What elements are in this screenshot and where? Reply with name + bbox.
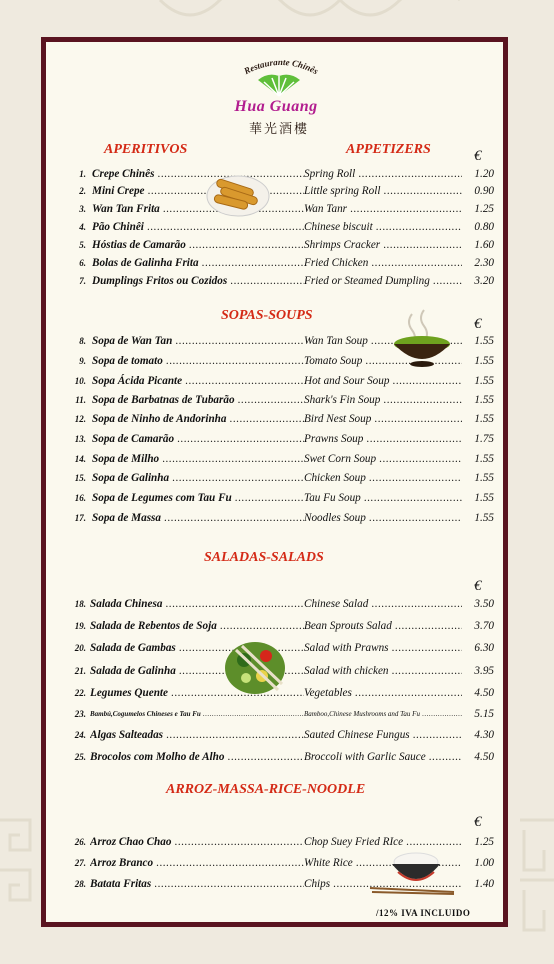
menu-item [46, 451, 503, 467]
menu-item-name-en: Fried or Steamed Dumpling ..... [304, 273, 462, 289]
menu-item [46, 411, 503, 427]
menu-item [46, 431, 503, 447]
menu-item-name-en: Sauted Chinese Fungus ..... [304, 727, 462, 743]
logo-fan-icon [254, 70, 304, 98]
svg-text:Restaurante Chinês: Restaurante Chinês [242, 56, 320, 77]
menu-item-number: 5. [79, 240, 86, 250]
restaurant-logo [226, 54, 336, 137]
menu-item-price: 1.20 [474, 168, 494, 180]
menu-item-name-pt: Salada de Galinha ..... [90, 663, 304, 679]
menu-item-name-pt: Hóstias de Camarão ..... [92, 237, 304, 253]
menu-item [46, 255, 503, 271]
section-title-soups: SOPAS-SOUPS [221, 308, 313, 323]
menu-item-name-en: Vegetables ..... [304, 685, 462, 701]
menu-item-number: 9. [79, 356, 86, 366]
menu-item-price: 1.55 [474, 375, 494, 387]
menu-item-name-en: Prawns Soup ..... [304, 431, 462, 447]
menu-item [46, 490, 503, 506]
section-title-rice-noodle: ARROZ-MASSA-RICE-NOODLE [166, 782, 366, 797]
menu-item-number: 12. [74, 414, 86, 424]
menu-item-name-en: Fried Chicken ..... [304, 255, 462, 271]
menu-item-name-pt: Crepe Chinês ..... [92, 166, 304, 182]
menu-item-number: 6. [79, 258, 86, 268]
menu-item-name-pt: Mini Crepe ..... [92, 183, 304, 199]
menu-item-number: 11. [75, 395, 86, 405]
menu-item-name-en: Shark's Fin Soup ..... [304, 392, 462, 408]
section-title-salads: SALADAS-SALADS [204, 550, 324, 565]
menu-item-price: 1.40 [474, 878, 494, 890]
menu-item-name-pt: Brocolos com Molho de Alho ..... [90, 749, 304, 765]
menu-item-number: 10. [74, 376, 86, 386]
menu-item-name-en: Bean Sprouts Salad ..... [304, 618, 462, 634]
menu-item-number: 14. [74, 454, 86, 464]
menu-item-name-pt: Bambú,Cogumelos Chineses e Tau Fu ..... [90, 706, 304, 722]
menu-item-number: 23. [74, 709, 86, 719]
menu-item-price: 3.20 [474, 275, 494, 287]
menu-item-name-pt: Batata Fritas ..... [90, 876, 304, 892]
menu-item [46, 201, 503, 217]
currency-symbol: € [474, 814, 482, 830]
menu-item-price: 5.15 [474, 708, 494, 720]
menu-item-price: 1.25 [474, 836, 494, 848]
menu-item-price: 1.55 [474, 512, 494, 524]
menu-item-number: 1. [79, 169, 86, 179]
menu-item-number: 16. [74, 493, 86, 503]
menu-item-name-pt: Sopa Ácida Picante ..... [92, 373, 304, 389]
menu-item [46, 727, 503, 743]
menu-item-name-pt: Sopa de Camarão ..... [92, 431, 304, 447]
menu-item-number: 25. [74, 752, 86, 762]
menu-item [46, 219, 503, 235]
menu-card [41, 37, 508, 927]
spring-rolls-image [206, 170, 270, 218]
section-title-appetizers: APPETIZERS [346, 142, 431, 157]
menu-item-name-en: Hot and Sour Soup ..... [304, 373, 462, 389]
menu-item [46, 510, 503, 526]
menu-item [46, 706, 503, 722]
menu-item-price: 2.30 [474, 257, 494, 269]
menu-item-price: 1.55 [474, 355, 494, 367]
menu-item-name-pt: Arroz Branco ..... [90, 855, 304, 871]
menu-item-number: 15. [74, 473, 86, 483]
menu-item-price: 1.60 [474, 239, 494, 251]
menu-item-name-pt: Sopa de Ninho de Andorinha ..... [92, 411, 304, 427]
menu-item [46, 596, 503, 612]
menu-item-name-en: Broccoli with Garlic Sauce ..... [304, 749, 462, 765]
menu-item-price: 4.50 [474, 687, 494, 699]
menu-item [46, 237, 503, 253]
menu-item [46, 166, 503, 182]
menu-item-price: 4.30 [474, 729, 494, 741]
menu-item [46, 392, 503, 408]
section-title-aperitivos: APERITIVOS [104, 142, 188, 157]
menu-item-name-en: Noodles Soup ..... [304, 510, 462, 526]
menu-item-name-en: Bamboo,Chinese Mushrooms and Tau Fu ..... [304, 706, 462, 722]
menu-item-price: 3.95 [474, 665, 494, 677]
menu-item-name-pt: Sopa de Massa ..... [92, 510, 304, 526]
menu-item-name-en: Spring Roll ..... [304, 166, 462, 182]
menu-item-price: 0.80 [474, 221, 494, 233]
menu-item-name-pt: Sopa de Barbatnas de Tubarão ..... [92, 392, 304, 408]
menu-item-price: 6.30 [474, 642, 494, 654]
menu-item-name-pt: Legumes Quente ..... [90, 685, 304, 701]
menu-item-name-pt: Pão Chinêi ..... [92, 219, 304, 235]
menu-item-name-en: Wan Tan Soup ..... [304, 333, 462, 349]
menu-item-name-pt: Salada de Rebentos de Soja ..... [90, 618, 304, 634]
menu-item-name-en: Chop Suey Fried RIce ..... [304, 834, 462, 850]
logo-chinese-name: 華光酒樓 [248, 122, 309, 137]
menu-item-number: 26. [74, 837, 86, 847]
menu-item-name-en: Chips ..... [304, 876, 462, 892]
menu-item-number: 27. [74, 858, 86, 868]
menu-item-number: 22. [74, 688, 86, 698]
menu-item-name-pt: Algas Salteadas ..... [90, 727, 304, 743]
menu-item [46, 618, 503, 634]
soup-bowl-image [392, 306, 452, 368]
menu-item-number: 4. [79, 222, 86, 232]
menu-item-name-pt: Salada Chinesa ..... [90, 596, 304, 612]
menu-item-name-pt: Salada de Gambas ..... [90, 640, 304, 656]
menu-item-number: 18. [74, 599, 86, 609]
currency-symbol: € [474, 316, 482, 332]
menu-item-price: 1.55 [474, 335, 494, 347]
menu-item-name-en: Tau Fu Soup ..... [304, 490, 462, 506]
menu-item-name-pt: Bolas de Galinha Frita ..... [92, 255, 304, 271]
menu-item-name-pt: Sopa de tomato ..... [92, 353, 304, 369]
menu-item [46, 470, 503, 486]
menu-item-name-en: Salad with Prawns ..... [304, 640, 462, 656]
menu-item-price: 1.55 [474, 394, 494, 406]
menu-item-price: 1.55 [474, 492, 494, 504]
menu-item-number: 24. [74, 730, 86, 740]
menu-item-price: 1.75 [474, 433, 494, 445]
menu-item-name-pt: Wan Tan Frita ..... [92, 201, 304, 217]
menu-item-number: 13. [74, 434, 86, 444]
menu-item-number: 28. [74, 879, 86, 889]
menu-item-price: 1.00 [474, 857, 494, 869]
menu-item-name-en: Swet Corn Soup ..... [304, 451, 462, 467]
menu-item-price: 3.50 [474, 598, 494, 610]
menu-item-name-pt: Arroz Chao Chao ..... [90, 834, 304, 850]
menu-item-number: 20. [74, 643, 86, 653]
menu-item-name-en: Salad with chicken ..... [304, 663, 462, 679]
menu-item-name-en: Little spring Roll ..... [304, 183, 462, 199]
currency-symbol: € [474, 148, 482, 164]
menu-item-number: 19. [74, 621, 86, 631]
menu-item [46, 273, 503, 289]
rice-bowl-image [368, 848, 456, 898]
salad-image [222, 638, 288, 696]
menu-item-name-en: Chinese Salad ..... [304, 596, 462, 612]
menu-item-number: 21. [74, 666, 86, 676]
menu-item-name-en: Bird Nest Soup ..... [304, 411, 462, 427]
menu-item-name-pt: Sopa de Legumes com Tau Fu ..... [92, 490, 304, 506]
menu-item-name-en: Chinese biscuit ..... [304, 219, 462, 235]
menu-item-name-pt: Sopa de Milho ..... [92, 451, 304, 467]
menu-item-price: 3.70 [474, 620, 494, 632]
menu-item-name-pt: Sopa de Galinha ..... [92, 470, 304, 486]
menu-item-number: 17. [74, 513, 86, 523]
menu-item-name-en: White Rice ..... [304, 855, 462, 871]
menu-item [46, 183, 503, 199]
menu-item [46, 749, 503, 765]
menu-item-name-en: Chicken Soup ..... [304, 470, 462, 486]
menu-item-name-pt: Dumplings Fritos ou Cozidos ..... [92, 273, 304, 289]
menu-item-name-pt: Sopa de Wan Tan ..... [92, 333, 304, 349]
menu-item-number: 2. [79, 186, 86, 196]
menu-item-price: 4.50 [474, 751, 494, 763]
currency-symbol: € [474, 578, 482, 594]
menu-item-price: 1.55 [474, 472, 494, 484]
menu-item-name-en: Wan Tanr ..... [304, 201, 462, 217]
menu-item-price: 1.55 [474, 413, 494, 425]
menu-item-name-en: Shrimps Cracker ..... [304, 237, 462, 253]
menu-item-number: 7. [79, 276, 86, 286]
menu-item-price: 0.90 [474, 185, 494, 197]
menu-item-price: 1.55 [474, 453, 494, 465]
menu-item-number: 8. [79, 336, 86, 346]
vat-note: /12% IVA INCLUIDO [376, 908, 471, 918]
menu-item-price: 1.25 [474, 203, 494, 215]
menu-item-number: 3. [79, 204, 86, 214]
menu-item [46, 373, 503, 389]
logo-name: Hua Guang [234, 98, 318, 115]
menu-item-name-en: Tomato Soup ..... [304, 353, 462, 369]
